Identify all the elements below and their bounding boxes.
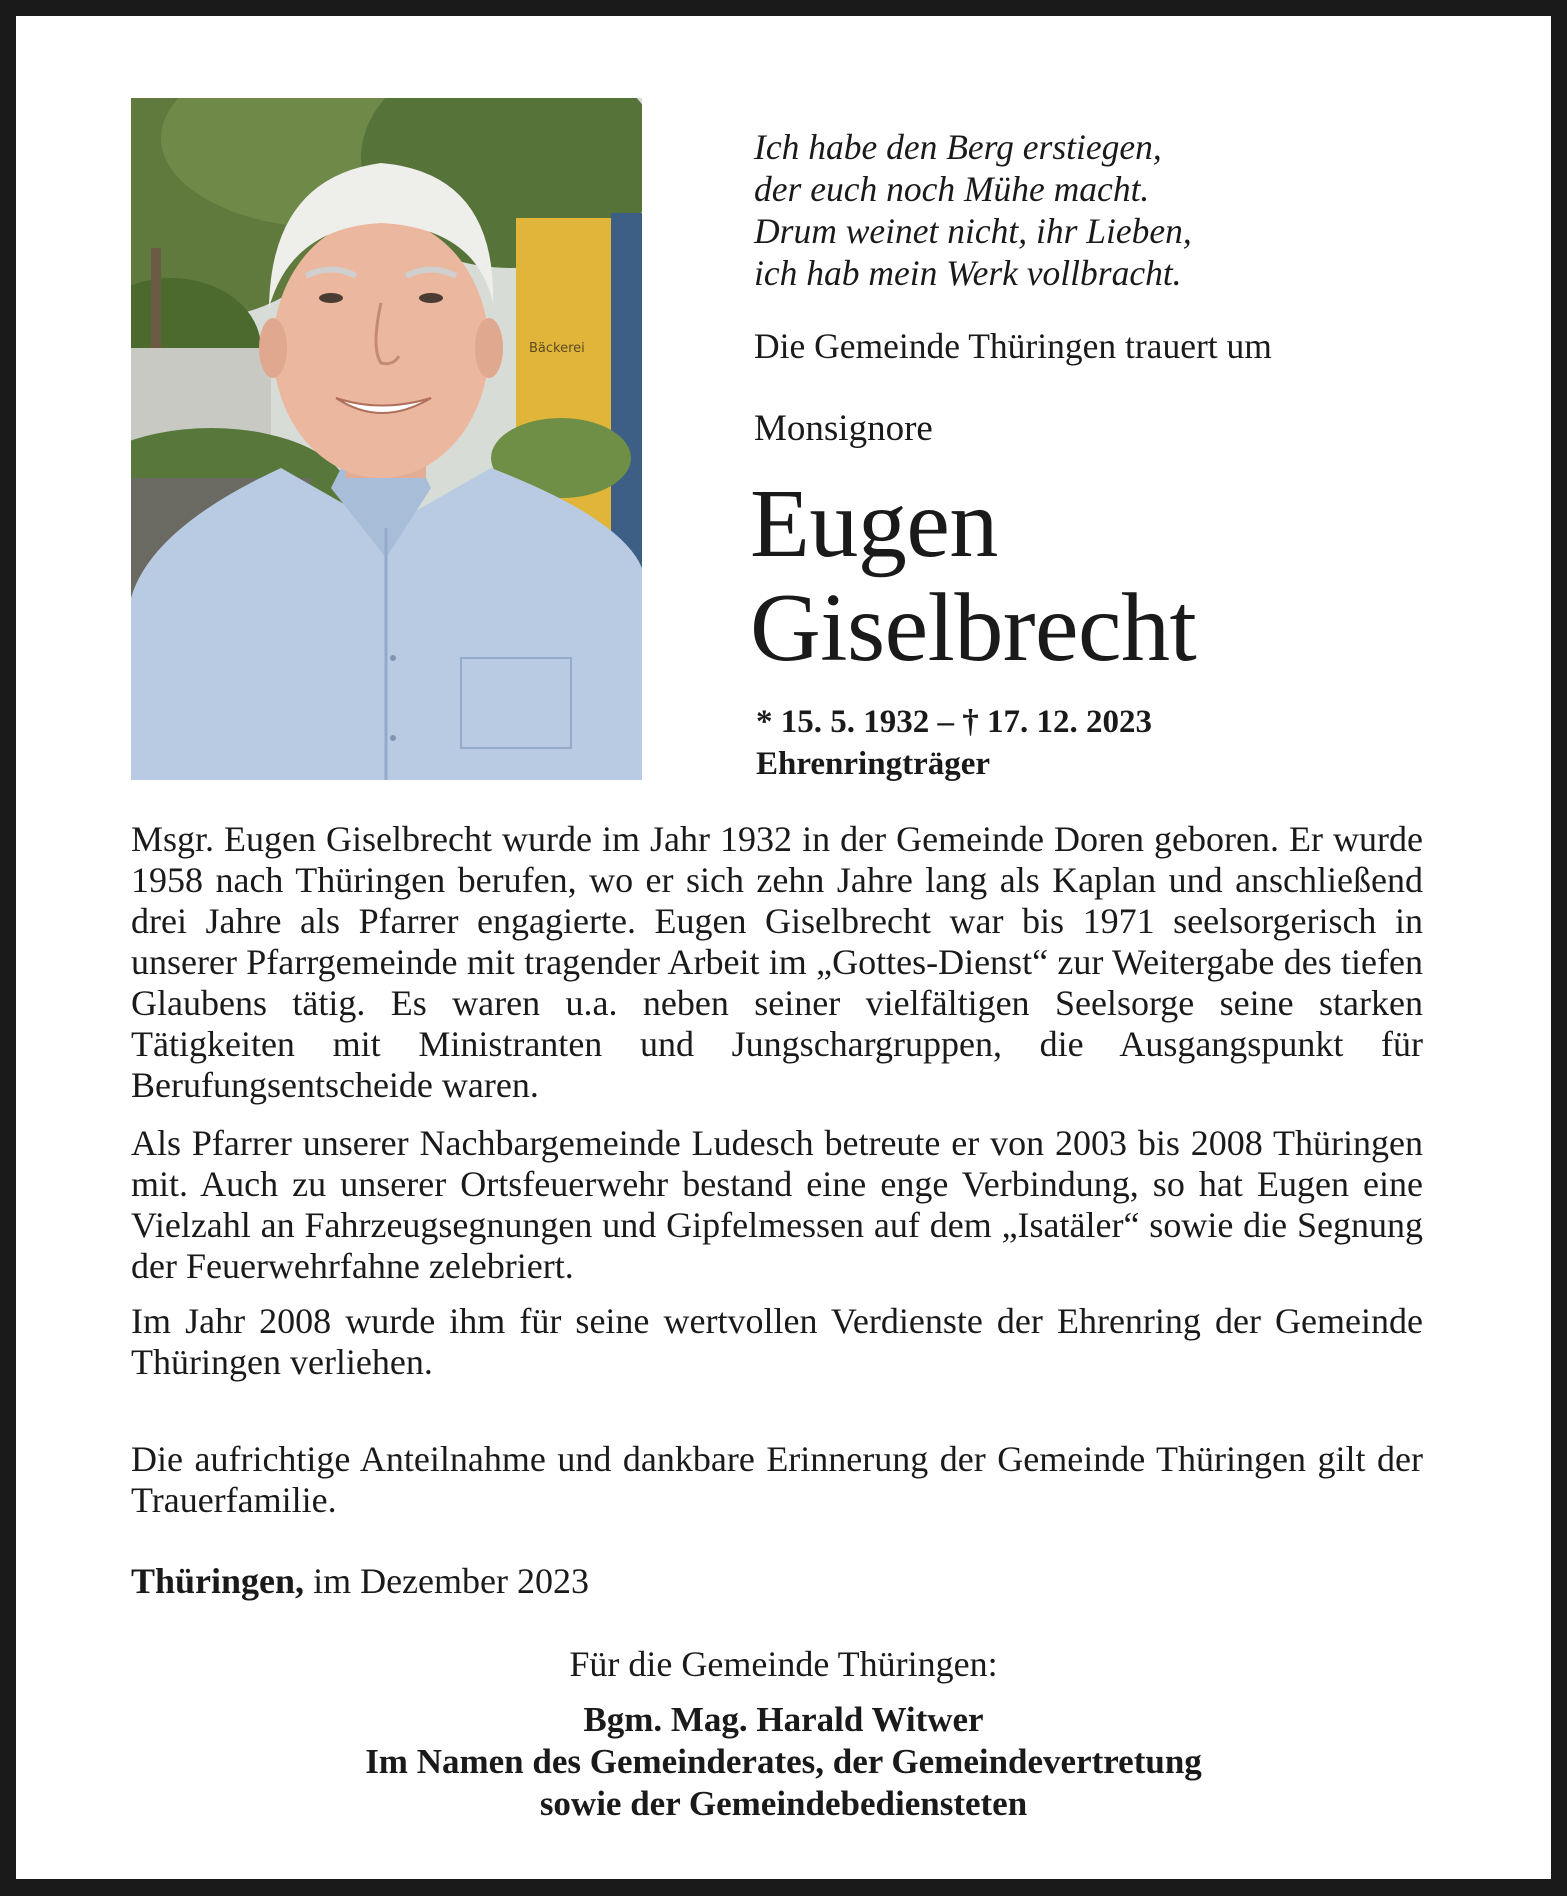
life-dates: * 15. 5. 1932 – † 17. 12. 2023: [756, 704, 1152, 740]
place-date-text: im Dezember 2023: [313, 1561, 589, 1601]
paragraph-condolence: Die aufrichtige Anteilnahme und dankbare Erinnerung der Gemeinde Thüringen gilt der Trauerfamilie.: [131, 1439, 1423, 1520]
deceased-name: [750, 472, 1196, 680]
poem-line: der euch noch Mühe macht.: [754, 169, 1150, 209]
signature-mayor: Bgm. Mag. Harald Witwer: [583, 1700, 984, 1739]
photo-shop-sign: Bäckerei: [529, 341, 585, 356]
place-date: [131, 1560, 589, 1602]
paragraph-ludesch: Als Pfarrer unserer Nachbargemeinde Ludesch betreute er von 2003 bis 2008 Thüringen mit. Auch zu unserer Ortsfeuerwehr bestand eine enge Verbindung, so hat Eugen eine Vielzahl an Fahrzeugsegnungen und Gipfelmessen auf dem „Isatäler“ sowie die Segnung der Feuerwehrfahne zelebriert.: [131, 1123, 1423, 1286]
first-name: Eugen: [750, 470, 998, 578]
paragraph-ehrenring: Im Jahr 2008 wurde ihm für seine wertvollen Verdienste der Ehrenring der Gemeinde Thüringen verliehen.: [131, 1301, 1423, 1382]
mourning-intro: Die Gemeinde Thüringen trauert um: [754, 326, 1272, 366]
portrait-photo: [131, 98, 642, 780]
honor-title: Ehrenringträger: [756, 746, 991, 782]
signature-intro: Für die Gemeinde Thüringen:: [569, 1644, 998, 1684]
paragraph-biography: Msgr. Eugen Giselbrecht wurde im Jahr 1932 in der Gemeinde Doren geboren. Er wurde 1958 nach Thüringen berufen, wo er sich zehn Jahre lang als Kaplan und anschließend drei Jahre als Pfarrer engagierte. Eugen Giselbrecht war bis 1971 seelsorgerisch in unserer Pfarrgemeinde mit tragender Arbeit im „Gottes-Dienst“ zur Weitergabe des tiefen Glaubens tätig. Es waren u.a. neben seiner vielfältigen Seelsorge seine starken Tätigkeiten mit Ministranten und Jungschargruppen, die Ausgangspunkt für Berufungsentscheide waren.: [131, 819, 1423, 1105]
poem: [754, 126, 1192, 294]
honorific: Monsignore: [754, 408, 933, 449]
photo-face: [273, 218, 489, 478]
poem-line: ich hab mein Werk vollbracht.: [754, 253, 1182, 293]
signature-council: Im Namen des Gemeinderates, der Gemeindevertretung: [365, 1742, 1202, 1781]
poem-line: Ich habe den Berg erstiegen,: [754, 127, 1162, 167]
poem-line: Drum weinet nicht, ihr Lieben,: [754, 211, 1192, 251]
signature-staff: sowie der Gemeindebediensteten: [539, 1784, 1028, 1823]
last-name: Giselbrecht: [750, 574, 1197, 682]
place-town: Thüringen,: [131, 1561, 305, 1601]
obituary-card: [16, 16, 1551, 1879]
